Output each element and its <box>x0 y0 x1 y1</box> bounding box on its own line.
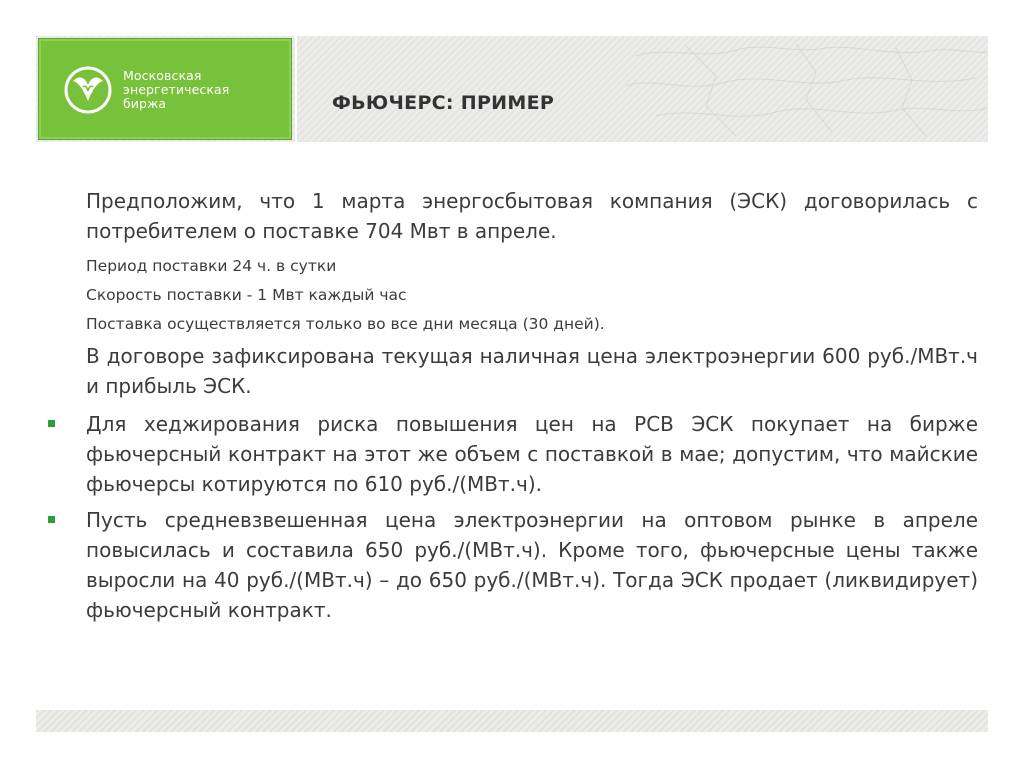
bullet-text: Для хеджирования риска повышения цен на РСВ ЭСК покупает на бирже фьючерсный контракт на этот же объем с поставкой в мае; допустим, что майские фьючерсы котируются по 610 руб./(МВт.ч). <box>86 412 978 496</box>
logo-line-1: Московская <box>123 68 202 83</box>
slide-footer <box>36 710 988 732</box>
map-watermark <box>596 36 988 142</box>
logo-line-3: биржа <box>123 96 167 111</box>
exchange-logo-icon <box>63 65 113 115</box>
intro-paragraph: Предположим, что 1 марта энергосбытовая компания (ЭСК) договорилась с потребителем о поставке 704 Мвт в апреле. <box>86 189 978 243</box>
detail-line: Поставка осуществляется только во все дни месяца (30 дней). <box>86 315 605 333</box>
slide-header <box>36 36 988 142</box>
bullet-item <box>86 409 978 499</box>
bullet-item <box>86 505 978 625</box>
detail-line: Скорость поставки - 1 Мвт каждый час <box>86 286 407 304</box>
slide-title: ФЬЮЧЕРС: ПРИМЕР <box>332 92 555 114</box>
logo-line-2: энергетическая <box>123 82 230 97</box>
contract-paragraph: В договоре зафиксирована текущая наличная цена электроэнергии 600 руб./МВт.ч и прибыль ЭСК. <box>86 344 978 398</box>
slide-content <box>86 186 978 625</box>
bullet-text: Пусть средневзвешенная цена электроэнергии на оптовом рынке в апреле повысилась и составила 650 руб./(МВт.ч). Кроме того, фьючерсные цены также выросли на 40 руб./(МВт.ч) – до 650 руб./(МВт.ч). Тогда ЭСК продает (ликвидирует) фьючерсный контракт. <box>86 508 978 622</box>
detail-line: Период поставки 24 ч. в сутки <box>86 257 337 275</box>
logo-text <box>123 69 229 111</box>
logo-panel <box>38 38 292 140</box>
header-separator <box>295 36 297 142</box>
square-bullet-icon <box>48 420 55 427</box>
square-bullet-icon <box>48 516 55 523</box>
